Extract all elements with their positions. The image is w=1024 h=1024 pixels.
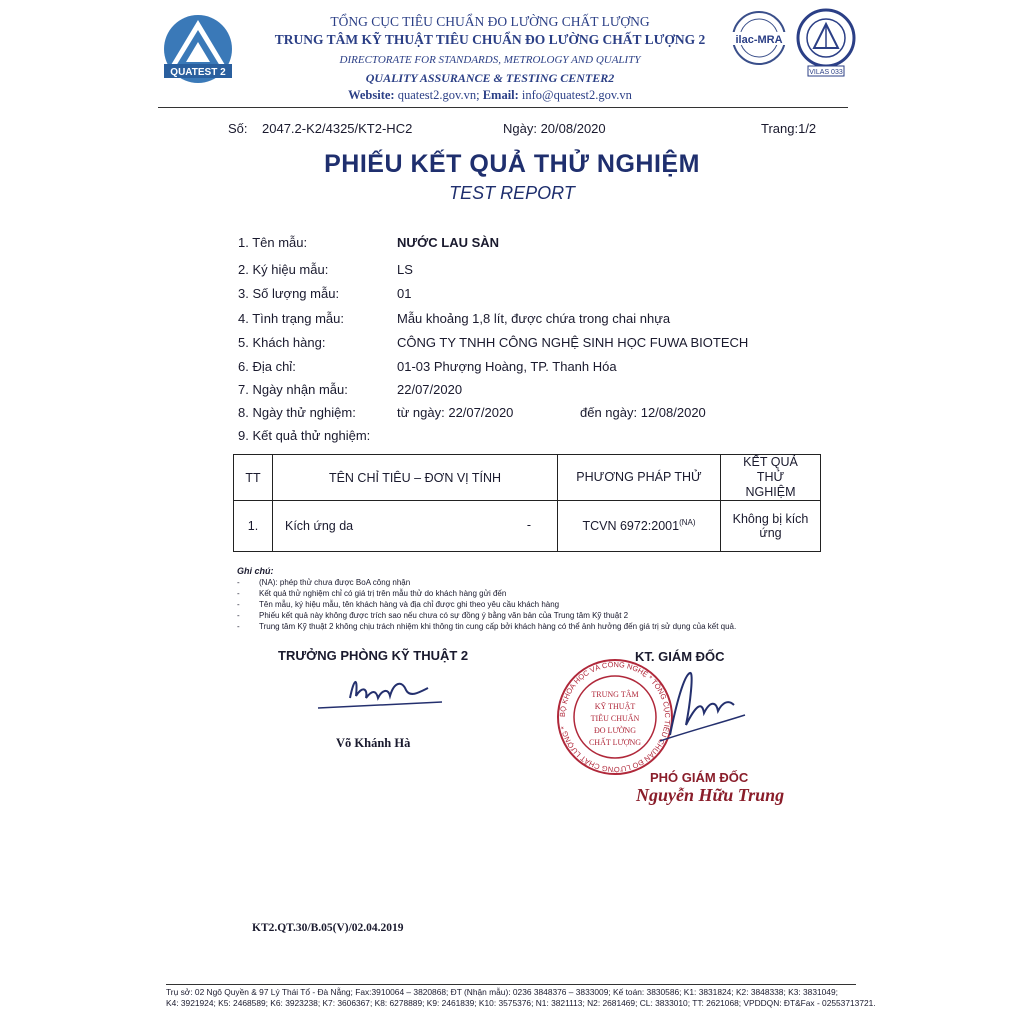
note-item: - Tên mẫu, ký hiệu mẫu, tên khách hàng và địa chỉ được ghi theo yêu cầu khách hàng (237, 600, 560, 609)
logo-text: QUATEST 2 (170, 67, 226, 78)
cell-criteria-unit: - (526, 518, 531, 532)
footer-line-1: Trụ sở: 02 Ngô Quyền & 97 Lý Thái Tổ - Đà Nẵng; Fax:3910064 – 3820868; ĐT (Nhận mẫu): 0236 3848376 – 3833009; Kế toán: 3830586; K1: 3831824; K2: 3848338; K3: 3831049; (166, 987, 838, 997)
signature-left (310, 668, 450, 718)
table-header-row (234, 455, 821, 501)
cell-criteria-name: Kích ứng da (285, 519, 354, 533)
results-table (233, 454, 821, 552)
contact-line (250, 88, 730, 103)
technical-head-name: Võ Khánh Hà (336, 736, 411, 750)
deputy-director-role: PHÓ GIÁM ĐỐC (650, 770, 749, 785)
cell-criteria (273, 501, 558, 552)
info-value-customer: CÔNG TY TNHH CÔNG NGHỆ SINH HỌC FUWA BIOTECH (397, 335, 749, 350)
info-value-condition: Mẫu khoảng 1,8 lít, được chứa trong chai nhựa (397, 311, 671, 326)
stamp-line: CHẤT LƯỢNG (588, 738, 642, 747)
info-label-address: 6. Địa chỉ: (238, 359, 296, 374)
stamp-line: TRUNG TÂM (591, 690, 639, 699)
info-value-address: 01-03 Phượng Hoàng, TP. Thanh Hóa (397, 359, 617, 374)
ilac-mra-logo (726, 10, 792, 66)
note-item: - (NA): phép thử chưa được BoA công nhận (237, 578, 411, 587)
org-line-4: QUALITY ASSURANCE & TESTING CENTER2 (365, 71, 615, 85)
quatest-logo (158, 12, 238, 86)
email-label: Email: (482, 88, 519, 102)
info-value-received-date: 22/07/2020 (397, 382, 463, 397)
info-label-sample-name: 1. Tên mẫu: (238, 235, 308, 250)
cell-method (558, 501, 721, 552)
report-date: Ngày: 20/08/2020 (503, 121, 606, 136)
email-value: info@quatest2.gov.vn (521, 88, 632, 102)
vilas-text: VILAS 033 (809, 69, 843, 76)
info-label-condition: 4. Tình trạng mẫu: (238, 311, 344, 326)
info-label-sample-code: 2. Ký hiệu mẫu: (238, 262, 329, 277)
website-value: quatest2.gov.vn; (397, 88, 480, 102)
stamp-ring-text: BỘ KHOA HỌC VÀ CÔNG NGHỆ * TỔNG CỤC TIÊU CHUẨN ĐO LƯỜNG CHẤT LƯỢNG * (557, 659, 673, 775)
deputy-director-name: Nguyễn Hữu Trung (636, 785, 785, 805)
ilac-text: ilac-MRA (735, 34, 783, 46)
header-tt: TT (234, 455, 273, 501)
info-label-received-date: 7. Ngày nhận mẫu: (238, 382, 348, 397)
info-value-test-date-from: từ ngày: 22/07/2020 (397, 405, 514, 420)
footer-line-2: K4: 3921924; K5: 2468589; K6: 3923238; K7: 3606367; K8: 6278889; K9: 2461839; K10: 3575376; N1: 3821113; N2: 2681469; CL: 3833010; TT: 2621068; VPDDQN: ĐT&Fax - 02553713721. (166, 998, 876, 1008)
header-method: PHƯƠNG PHÁP THỬ (558, 455, 721, 501)
org-line-2: TRUNG TÂM KỸ THUẬT TIÊU CHUẨN ĐO LƯỜNG CHẤT LƯỢNG 2 (274, 32, 706, 47)
cell-result: Không bị kích ứng (721, 501, 821, 552)
org-line-3: DIRECTORATE FOR STANDARDS, METROLOGY AND QUALITY (339, 54, 641, 66)
info-value-sample-name: NƯỚC LAU SÀN (397, 235, 500, 250)
notes-title: Ghi chú: (237, 566, 274, 576)
info-label-results: 9. Kết quả thử nghiệm: (238, 428, 371, 443)
info-value-quantity: 01 (397, 286, 412, 301)
info-value-test-date-to: đến ngày: 12/08/2020 (580, 405, 706, 420)
org-line-1: TỔNG CỤC TIÊU CHUẨN ĐO LƯỜNG CHẤT LƯỢNG (330, 14, 650, 29)
info-value-sample-code: LS (397, 262, 413, 277)
director-title: KT. GIÁM ĐỐC (635, 649, 725, 664)
cell-method-text: TCVN 6972:2001 (582, 519, 680, 534)
header-criteria: TÊN CHỈ TIÊU – ĐƠN VỊ TÍNH (273, 455, 558, 501)
page-subtitle: TEST REPORT (449, 183, 575, 203)
info-label-quantity: 3. Số lượng mẫu: (238, 286, 340, 301)
technical-head-title: TRƯỞNG PHÒNG KỸ THUẬT 2 (278, 648, 469, 663)
report-number: 2047.2-K2/4325/KT2-HC2 (262, 121, 413, 136)
header-result: KẾT QUẢ THỬ NGHIỆM (721, 455, 821, 501)
page-title: PHIẾU KẾT QUẢ THỬ NGHIỆM (324, 150, 700, 178)
stamp-line: TIÊU CHUẨN (590, 714, 640, 723)
info-label-customer: 5. Khách hàng: (238, 335, 326, 350)
page-number: Trang:1/2 (761, 121, 817, 136)
note-item: - Kết quả thử nghiệm chỉ có giá trị trên mẫu thử do khách hàng gửi đến (237, 589, 507, 598)
cell-tt: 1. (234, 501, 273, 552)
report-number-label: Số: (228, 121, 248, 136)
info-label-test-date: 8. Ngày thử nghiệm: (238, 405, 356, 420)
stamp-line: KỸ THUẬT (594, 702, 636, 711)
cell-method-sup: (NA) (679, 518, 696, 528)
signature-right (640, 665, 750, 745)
note-item: - Phiếu kết quả này không được trích sao nếu chưa có sự đồng ý bằng văn bản của Trung tâm Kỹ thuật 2 (237, 611, 629, 620)
website-label: Website: (348, 88, 395, 102)
accreditation-seal (796, 8, 856, 78)
note-item: - Trung tâm Kỹ thuật 2 không chịu trách nhiệm khi thông tin cung cấp bởi khách hàng có thể ảnh hưởng đến giá trị sử dụng của kết quả. (237, 622, 737, 631)
table-row (234, 501, 821, 552)
stamp-line: ĐO LƯỜNG (594, 726, 636, 735)
header-divider (158, 107, 848, 108)
footer-divider (166, 984, 856, 985)
form-code: KT2.QT.30/B.05(V)/02.04.2019 (252, 922, 404, 934)
